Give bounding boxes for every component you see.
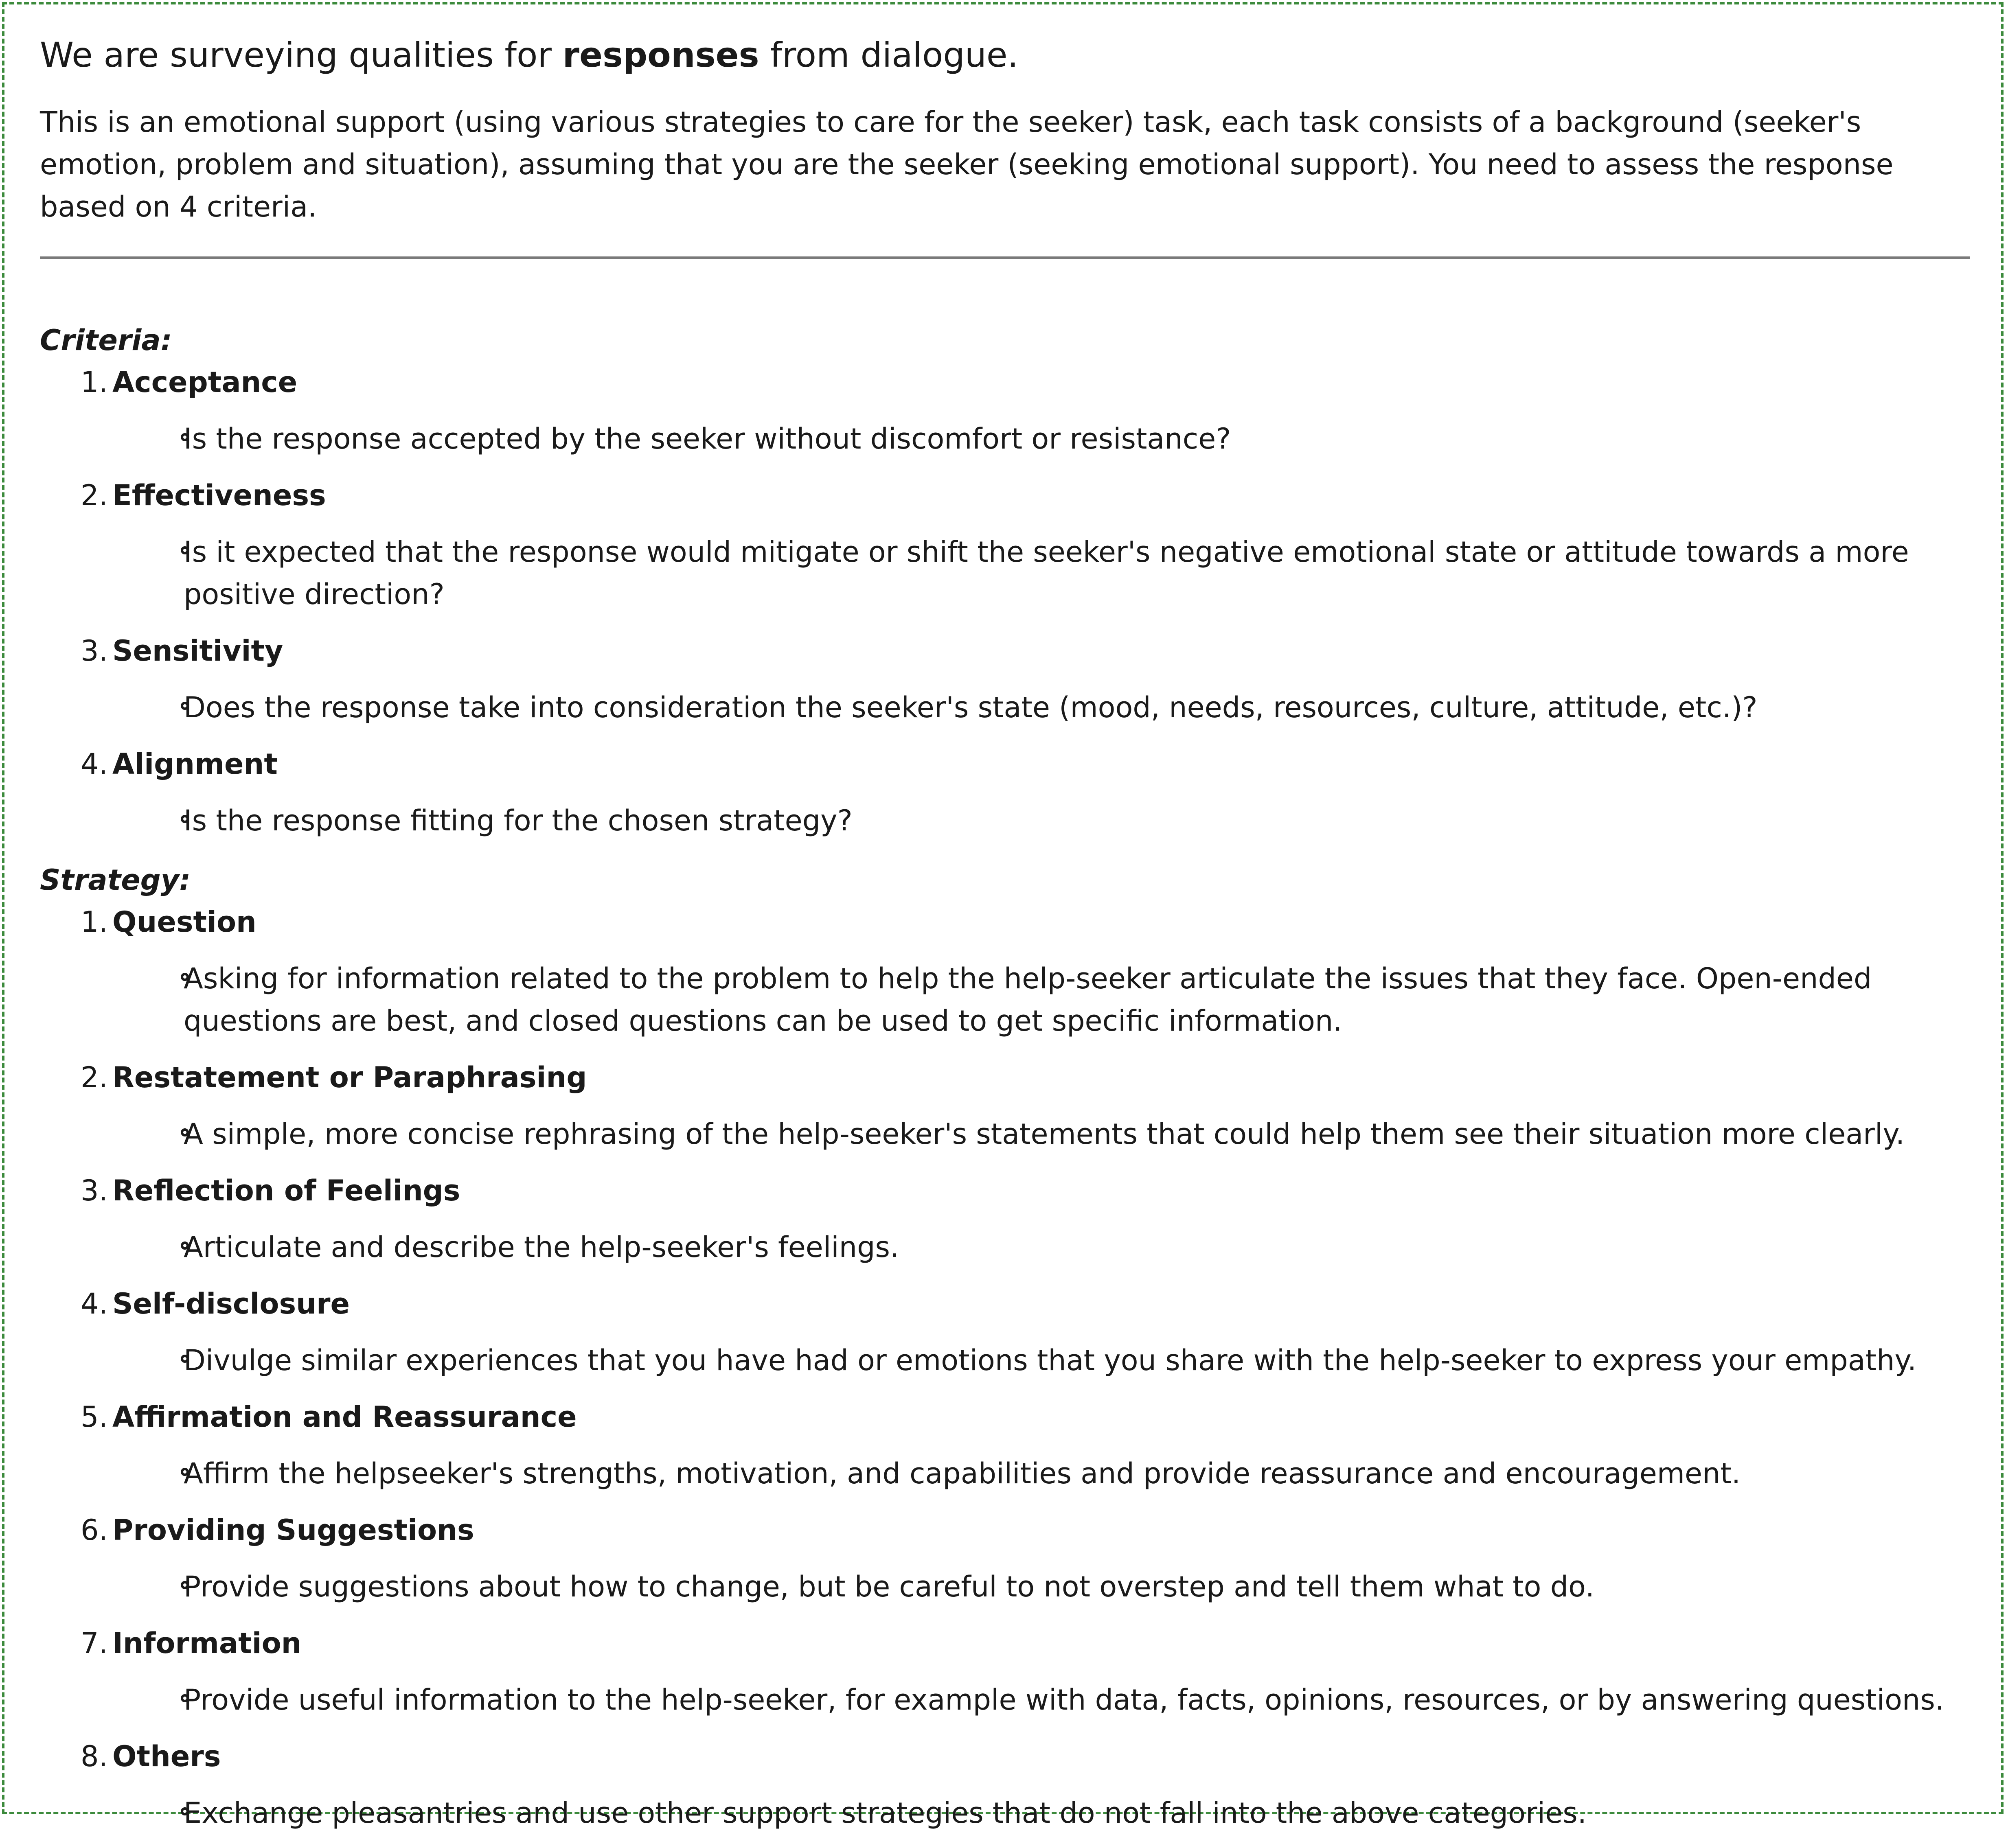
hollow-bullet-icon [181,973,189,981]
strategy-item-label: Affirmation and Reassurance [112,1400,577,1434]
strategy-item [40,1282,1970,1382]
intro-title-pre: We are surveying qualities for [40,35,563,75]
strategy-item-heading [81,1169,1970,1212]
strategy-item [40,1735,1970,1834]
criteria-item-label: Alignment [112,747,278,781]
strategy-item-heading [81,1395,1970,1439]
criteria-item-description [112,799,1970,842]
strategy-item-label: Question [112,905,256,939]
hollow-bullet-icon [181,1241,189,1250]
criteria-item-heading [81,474,1970,517]
hollow-bullet-icon [181,1807,189,1815]
criteria-item-label: Sensitivity [112,634,283,668]
strategy-item-number: 6. [81,1513,108,1547]
criteria-item-description [112,686,1970,729]
criteria-item-number: 2. [81,479,108,512]
strategy-item-heading [81,1282,1970,1325]
criteria-item-description-text: Does the response take into consideration the seeker's state (mood, needs, resources, culture, attitude, etc.)? [184,691,1758,724]
strategy-item [40,1395,1970,1495]
criteria-item-heading [81,742,1970,786]
strategy-item-heading [81,1735,1970,1778]
strategy-item-number: 8. [81,1740,108,1773]
instruction-content [40,24,1970,1848]
strategy-item-number: 2. [81,1061,108,1094]
strategy-item-label: Self-disclosure [112,1287,350,1320]
criteria-title: Criteria: [40,324,172,357]
criteria-item-number: 4. [81,747,108,781]
intro-title-bold: responses [562,35,759,75]
strategy-item-heading [81,900,1970,944]
hollow-bullet-icon [181,433,189,441]
strategy-item-description [112,957,1970,1042]
criteria-item-description-text: Is it expected that the response would mitigate or shift the seeker's negative emotional state or attitude towards a more positive direction? [184,535,1909,611]
strategy-item-number: 3. [81,1174,108,1207]
strategy-item-description [112,1679,1970,1721]
strategy-item-heading [81,1509,1970,1552]
strategy-item-description [112,1452,1970,1495]
strategy-item [40,1509,1970,1608]
strategy-item-description-text: Provide useful information to the help-seeker, for example with data, facts, opinions, resources, or by answering questions. [184,1683,1944,1717]
criteria-item [40,474,1970,615]
strategy-item-description [112,1113,1970,1155]
intro-title-post: from dialogue. [759,35,1019,75]
criteria-item-number: 3. [81,634,108,668]
strategy-title: Strategy: [40,863,191,897]
strategy-item-number: 5. [81,1400,108,1434]
criteria-item-heading [81,361,1970,404]
criteria-item-description [112,531,1970,615]
hollow-bullet-icon [181,1581,189,1589]
strategy-item-description [112,1339,1970,1382]
strategy-list [40,900,1970,1834]
criteria-item [40,361,1970,460]
strategy-item-description-text: Divulge similar experiences that you have had or emotions that you share with the help-seeker to express your empathy. [184,1344,1917,1377]
strategy-item-description-text: Articulate and describe the help-seeker's feelings. [184,1231,899,1264]
strategy-item-description [112,1792,1970,1834]
strategy-item-label: Providing Suggestions [112,1513,474,1547]
hollow-bullet-icon [181,702,189,710]
strategy-item-label: Restatement or Paraphrasing [112,1061,587,1094]
hollow-bullet-icon [181,1128,189,1136]
criteria-item-description [112,418,1970,460]
strategy-item-number: 1. [81,905,108,939]
hollow-bullet-icon [181,815,189,823]
strategy-item [40,1622,1970,1721]
hollow-bullet-icon [181,1694,189,1702]
strategy-item-description-text: Asking for information related to the problem to help the help-seeker articulate the issues that they face. Open-ended questions are best, and closed questions can be used to get specific information. [184,962,1872,1038]
strategy-item-description-text: Exchange pleasantries and use other support strategies that do not fall into the above categories. [184,1796,1587,1830]
strategy-item-description [112,1226,1970,1268]
criteria-list [40,361,1970,842]
strategy-item [40,900,1970,1042]
strategy-item-heading [81,1622,1970,1665]
hollow-bullet-icon [181,1355,189,1363]
strategy-item-description-text: Provide suggestions about how to change, but be careful to not overstep and tell them what to do. [184,1570,1595,1603]
strategy-item-description [112,1566,1970,1608]
criteria-item-description-text: Is the response fitting for the chosen strategy? [184,804,853,837]
criteria-item [40,742,1970,842]
strategy-item-number: 7. [81,1627,108,1660]
strategy-item-heading [81,1056,1970,1099]
strategy-item-number: 4. [81,1287,108,1320]
strategy-item [40,1169,1970,1268]
intro-description: This is an emotional support (using various strategies to care for the seeker) task, each task consists of a background (seeker's emotion, problem and situation), assuming that you are the seeker (seeking emotional support). You need to assess the response based on 4 criteria. [40,105,1894,223]
criteria-item [40,629,1970,729]
strategy-item-label: Reflection of Feelings [112,1174,460,1207]
criteria-item-number: 1. [81,366,108,399]
strategy-item-label: Others [112,1740,221,1773]
criteria-item-heading [81,629,1970,672]
strategy-item [40,1056,1970,1155]
strategy-item-label: Information [112,1627,302,1660]
divider [40,256,1970,259]
criteria-item-description-text: Is the response accepted by the seeker without discomfort or resistance? [184,422,1231,455]
criteria-item-label: Effectiveness [112,479,326,512]
strategy-item-description-text: Affirm the helpseeker's strengths, motivation, and capabilities and provide reassurance and encouragement. [184,1457,1741,1490]
criteria-item-label: Acceptance [112,366,298,399]
strategy-item-description-text: A simple, more concise rephrasing of the help-seeker's statements that could help them see their situation more clearly. [184,1117,1905,1151]
hollow-bullet-icon [181,546,189,554]
hollow-bullet-icon [181,1468,189,1476]
intro-title [40,24,1970,85]
